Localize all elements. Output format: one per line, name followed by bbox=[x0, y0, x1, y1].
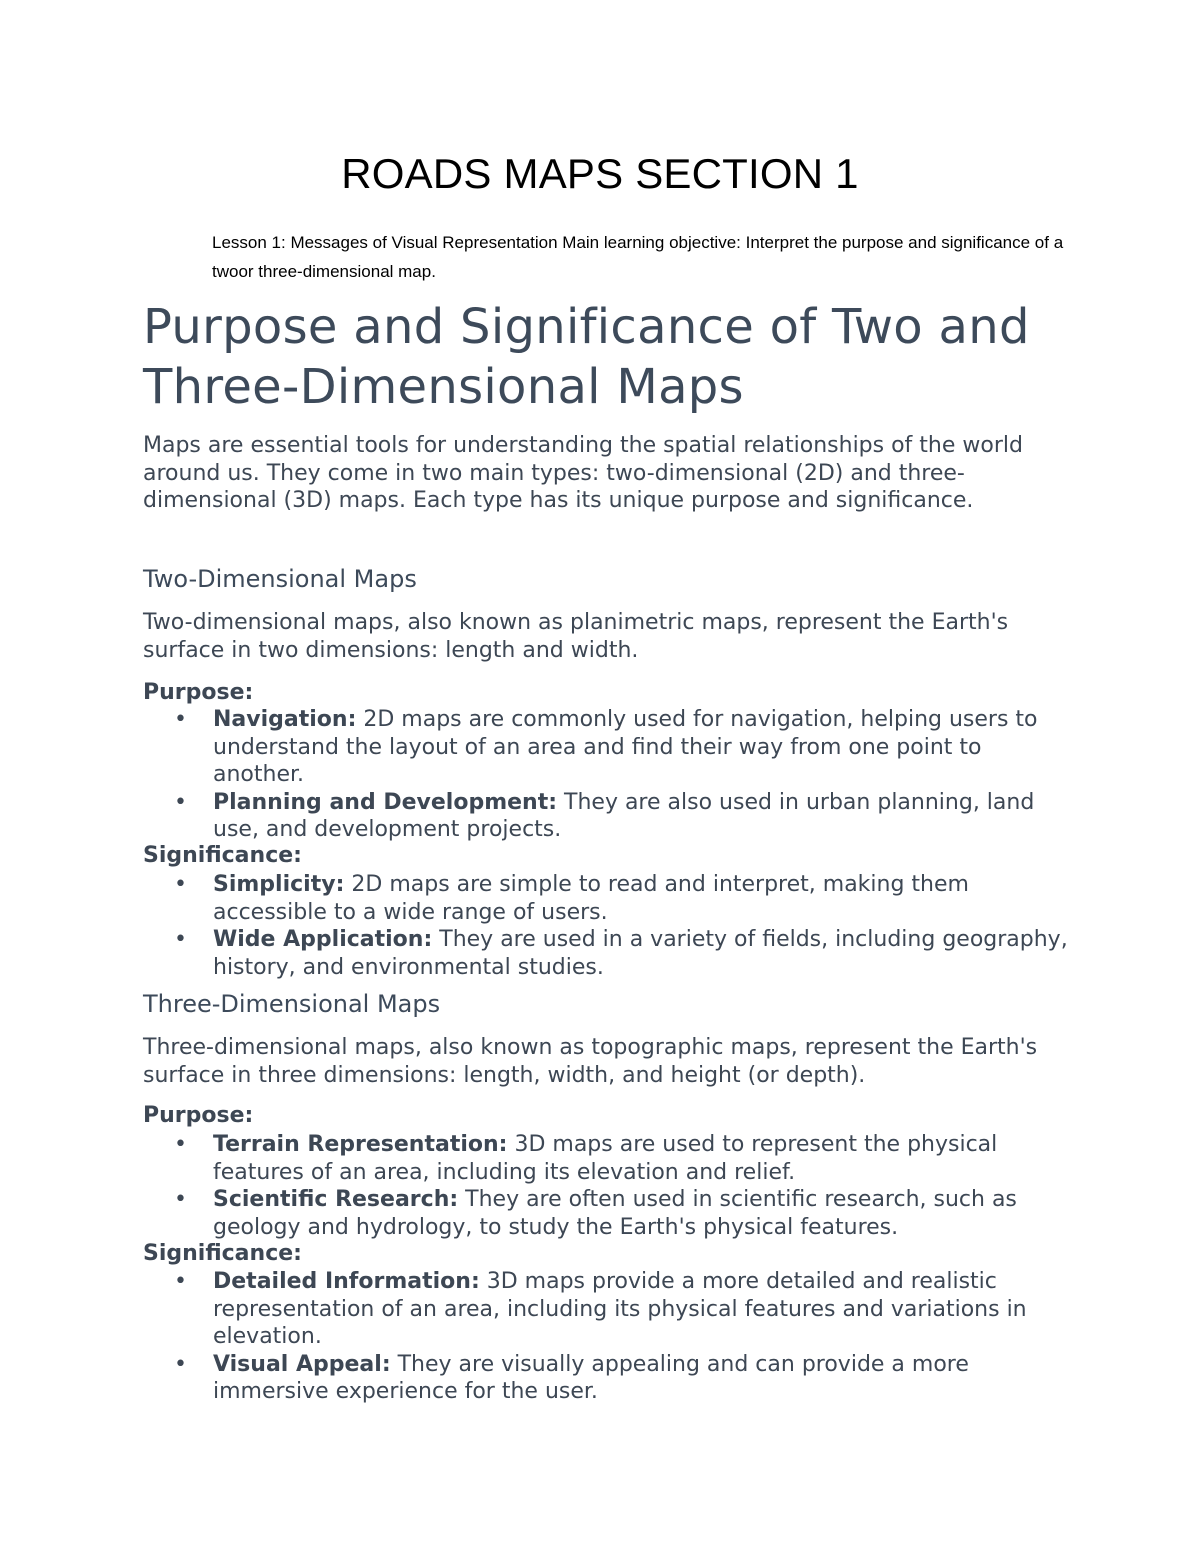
list-item bbox=[143, 789, 1073, 844]
two-d-heading: Two-Dimensional Maps bbox=[143, 565, 417, 593]
list-item-text: They are used in a variety of fields, including geography, history, and environmental studies. bbox=[213, 927, 1068, 980]
list-item-term: Terrain Representation: bbox=[213, 1132, 508, 1157]
three-d-purpose-label: Purpose: bbox=[143, 1103, 254, 1128]
list-item-term: Simplicity: bbox=[213, 872, 345, 897]
main-heading: Purpose and Significance of Two and Three-Dimensional Maps bbox=[143, 299, 1030, 415]
list-item-term: Scientific Research: bbox=[213, 1187, 459, 1212]
two-d-description: Two-dimensional maps, also known as planimetric maps, represent the Earth's surface in two dimensions: length and width. bbox=[143, 610, 1009, 663]
lesson-objective: Lesson 1: Messages of Visual Representation Main learning objective: Interpret the purpose and significance of a twoor three-dimensional map. bbox=[212, 233, 1064, 281]
list-item-text: 3D maps provide a more detailed and realistic representation of an area, including its physical features and variations in elevation. bbox=[213, 1269, 1027, 1349]
three-d-significance-label: Significance: bbox=[143, 1241, 302, 1266]
list-item-text: 2D maps are simple to read and interpret, making them accessible to a wide range of users. bbox=[213, 872, 969, 925]
list-item-text: They are visually appealing and can provide a more immersive experience for the user. bbox=[213, 1351, 969, 1404]
bullet-icon: • bbox=[174, 1269, 187, 1294]
bullet-icon: • bbox=[174, 789, 187, 815]
three-d-description: Three-dimensional maps, also known as topographic maps, represent the Earth's surface in three dimensions: length, width, and height (or depth). bbox=[143, 1035, 1038, 1088]
list-item bbox=[143, 1131, 1073, 1186]
list-item bbox=[143, 1268, 1073, 1351]
bullet-icon: • bbox=[174, 1351, 187, 1377]
two-d-significance-list bbox=[143, 871, 1073, 981]
list-item-term: Planning and Development: bbox=[213, 789, 558, 815]
three-d-significance-list bbox=[143, 1268, 1073, 1406]
two-d-purpose-label: Purpose: bbox=[143, 680, 254, 705]
list-item-text: 2D maps are commonly used for navigation, helping users to understand the layout of an area and find their way from one point to another. bbox=[213, 707, 1038, 787]
three-d-purpose-list bbox=[143, 1131, 1073, 1241]
list-item-term: Visual Appeal: bbox=[213, 1351, 391, 1377]
list-item-term: Navigation: bbox=[213, 707, 357, 732]
bullet-icon: • bbox=[174, 872, 187, 897]
list-item bbox=[143, 706, 1073, 789]
bullet-icon: • bbox=[174, 1187, 187, 1212]
bullet-icon: • bbox=[174, 1132, 187, 1157]
two-d-significance-label: Significance: bbox=[143, 843, 302, 868]
list-item bbox=[143, 871, 1073, 926]
list-item-term: Wide Application: bbox=[213, 927, 433, 952]
list-item-text: They are also used in urban planning, land use, and development projects. bbox=[213, 789, 1035, 842]
two-d-purpose-list bbox=[143, 706, 1073, 844]
bullet-icon: • bbox=[174, 707, 187, 732]
list-item bbox=[143, 1351, 1073, 1406]
intro-paragraph: Maps are essential tools for understanding the spatial relationships of the world around us. They come in two main types: two-dimensional (2D) and three-dimensional (3D) maps. Each type has its unique purpose and significance. bbox=[143, 433, 1023, 513]
bullet-icon: • bbox=[174, 927, 187, 952]
list-item bbox=[143, 926, 1073, 981]
list-item-term: Detailed Information: bbox=[213, 1269, 480, 1294]
list-item bbox=[143, 1186, 1073, 1241]
list-item-text: 3D maps are used to represent the physical features of an area, including its elevation and relief. bbox=[213, 1132, 998, 1185]
three-d-heading: Three-Dimensional Maps bbox=[143, 990, 441, 1018]
list-item-text: They are often used in scientific research, such as geology and hydrology, to study the Earth's physical features. bbox=[213, 1187, 1017, 1240]
document-title: ROADS MAPS SECTION 1 bbox=[341, 150, 859, 197]
